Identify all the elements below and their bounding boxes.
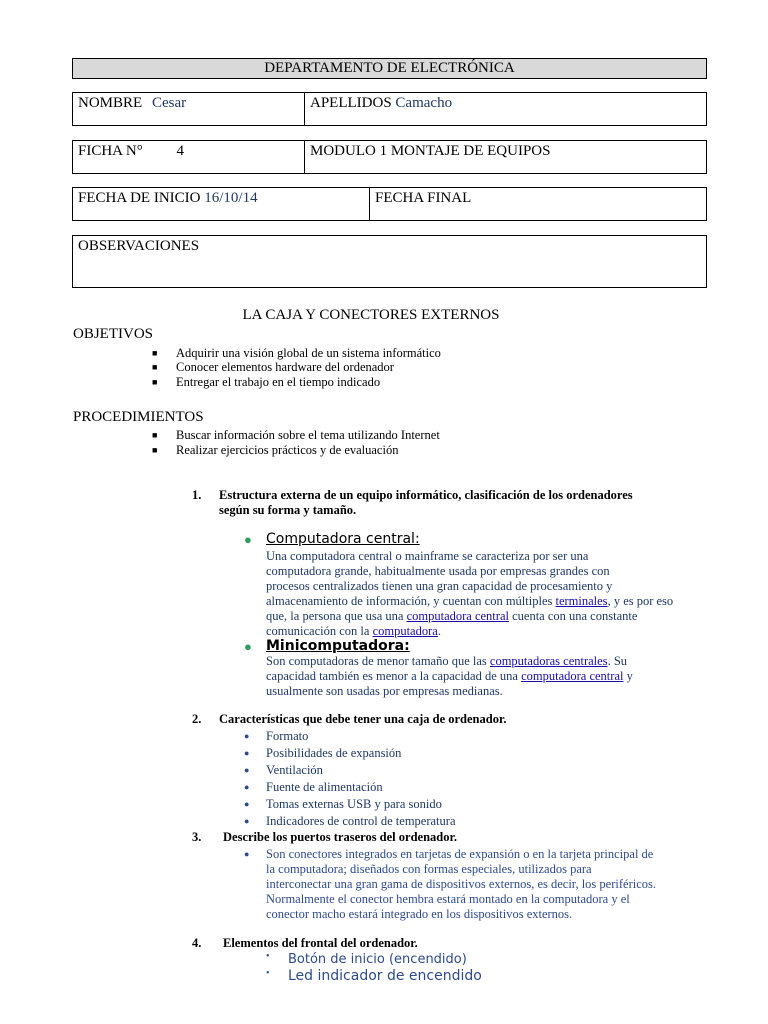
observaciones-box xyxy=(72,235,707,288)
fecha-inicio-label: FECHA DE INICIO xyxy=(78,190,201,206)
q3-line: la computadora; diseñados con formas especiales, utilizados para xyxy=(266,862,592,876)
modulo-cell xyxy=(305,141,706,173)
q1-title-line2: según su forma y tamaño. xyxy=(219,503,357,517)
objetivo-item: Adquirir una visión global de un sistema informático xyxy=(176,346,441,360)
central-title: Computadora central: xyxy=(266,531,420,547)
bullet-square-icon: ■ xyxy=(152,430,158,440)
computadora-central-link[interactable]: computadora central xyxy=(406,609,509,623)
mini-title: Minicomputadora: xyxy=(266,638,410,654)
header-box xyxy=(72,58,707,79)
bullet-dot-icon: • xyxy=(266,968,270,979)
department-title: DEPARTAMENTO DE ELECTRÓNICA xyxy=(264,60,515,76)
central-line xyxy=(266,594,673,609)
q3-line: interconectar una gran gama de dispositivos externos, es decir, los periféricos. xyxy=(266,877,656,891)
q2-item: Indicadores de control de temperatura xyxy=(266,814,456,828)
q2-item: Ventilación xyxy=(266,763,323,777)
bullet-dot-icon: ● xyxy=(244,532,252,547)
nombre-cell xyxy=(73,93,305,125)
bullet-dot-icon: ● xyxy=(244,849,250,859)
mini-line xyxy=(266,669,633,684)
bullet-dot-icon: • xyxy=(266,951,270,962)
procedimientos-heading: PROCEDIMIENTOS xyxy=(73,409,204,425)
bullet-dot-icon: ● xyxy=(244,731,250,741)
objetivos-heading: OBJETIVOS xyxy=(73,326,154,342)
terminales-link[interactable]: terminales xyxy=(555,594,608,608)
central-text: comunicación con la xyxy=(266,624,373,638)
fecha-final-label: FECHA FINAL xyxy=(375,190,472,206)
central-line: computadora grande, habitualmente usada por empresas grandes con xyxy=(266,564,610,578)
mini-line xyxy=(266,654,627,669)
bullet-square-icon: ■ xyxy=(152,362,158,372)
nombre-value: Cesar xyxy=(151,95,187,111)
objetivo-item: Entregar el trabajo en el tiempo indicado xyxy=(176,375,381,389)
computadora-central-link[interactable]: computadora central xyxy=(521,669,624,683)
mini-text: capacidad también es menor a la capacidad de una xyxy=(266,669,522,683)
central-line: procesos centralizados tienen una gran capacidad de procesamiento y xyxy=(266,579,613,593)
ficha-cell xyxy=(73,141,305,173)
objetivo-item: Conocer elementos hardware del ordenador xyxy=(176,360,394,374)
central-text: , y es por eso xyxy=(607,594,674,608)
ficha-value: 4 xyxy=(176,143,185,159)
q1-number: 1. xyxy=(192,488,202,502)
bullet-square-icon: ■ xyxy=(152,348,158,358)
bullet-dot-icon: ● xyxy=(244,799,250,809)
q3-line: Son conectores integrados en tarjetas de expansión o en la tarjeta principal de xyxy=(266,847,654,861)
bullet-dot-icon: ● xyxy=(244,782,250,792)
q2-item: Fuente de alimentación xyxy=(266,780,383,794)
central-text: cuenta con una constante xyxy=(508,609,638,623)
q4-item: Botón de inicio (encendido) xyxy=(288,952,467,967)
procedimiento-item: Buscar información sobre el tema utilizando Internet xyxy=(176,428,440,442)
q2-item: Tomas externas USB y para sonido xyxy=(266,797,442,811)
central-text: . xyxy=(437,624,441,638)
q3-number: 3. xyxy=(192,830,202,844)
computadoras-centrales-link[interactable]: computadoras centrales xyxy=(489,654,608,668)
fecha-final-cell xyxy=(370,188,706,220)
bullet-dot-icon: ● xyxy=(244,816,250,826)
bullet-square-icon: ■ xyxy=(152,377,158,387)
mini-text: Son computadoras de menor tamaño que las xyxy=(266,654,490,668)
q2-item: Posibilidades de expansión xyxy=(266,746,402,760)
bullet-dot-icon: ● xyxy=(244,765,250,775)
q3-line: Normalmente el conector hembra estará montado en la computadora y el xyxy=(266,892,630,906)
mini-text: y xyxy=(623,669,633,683)
central-text: almacenamiento de información, y cuentan con múltiples xyxy=(266,594,556,608)
central-line: Una computadora central o mainframe se caracteriza por ser una xyxy=(266,549,589,563)
fecha-row xyxy=(72,187,707,221)
mini-line: usualmente son usadas por empresas medianas. xyxy=(266,684,503,698)
central-line xyxy=(266,624,441,639)
ficha-row xyxy=(72,140,707,174)
apellidos-value: Camacho xyxy=(395,95,453,111)
name-row xyxy=(72,92,707,126)
mini-text: . Su xyxy=(607,654,628,668)
apellidos-cell xyxy=(305,93,706,125)
computadora-link[interactable]: computadora xyxy=(372,624,438,638)
modulo-text: MODULO 1 MONTAJE DE EQUIPOS xyxy=(310,143,551,159)
main-title: LA CAJA Y CONECTORES EXTERNOS xyxy=(242,307,500,323)
q3-title: Describe los puertos traseros del ordenador. xyxy=(223,830,458,844)
bullet-square-icon: ■ xyxy=(152,445,158,455)
nombre-label: NOMBRE xyxy=(78,95,143,111)
q2-item: Formato xyxy=(266,729,309,743)
ficha-label: FICHA N° xyxy=(78,143,143,159)
q4-number: 4. xyxy=(192,936,202,950)
fecha-inicio-value: 16/10/14 xyxy=(204,190,258,206)
observaciones-label: OBSERVACIONES xyxy=(78,238,200,254)
central-text: que, la persona que usa una xyxy=(266,609,407,623)
q2-number: 2. xyxy=(192,712,202,726)
central-line xyxy=(266,609,637,624)
bullet-dot-icon: ● xyxy=(244,748,250,758)
procedimiento-item: Realizar ejercicios prácticos y de evaluación xyxy=(176,443,399,457)
q1-title-line1: Estructura externa de un equipo informático, clasificación de los ordenadores xyxy=(219,488,633,502)
q2-title: Características que debe tener una caja de ordenador. xyxy=(219,712,507,726)
fecha-inicio-cell xyxy=(73,188,370,220)
apellidos-label: APELLIDOS xyxy=(310,95,392,111)
bullet-dot-icon: ● xyxy=(244,639,252,654)
q4-title: Elementos del frontal del ordenador. xyxy=(223,936,418,950)
q3-line: conector macho estará integrado en los dispositivos externos. xyxy=(266,907,573,921)
q4-item: Led indicador de encendido xyxy=(288,968,482,984)
